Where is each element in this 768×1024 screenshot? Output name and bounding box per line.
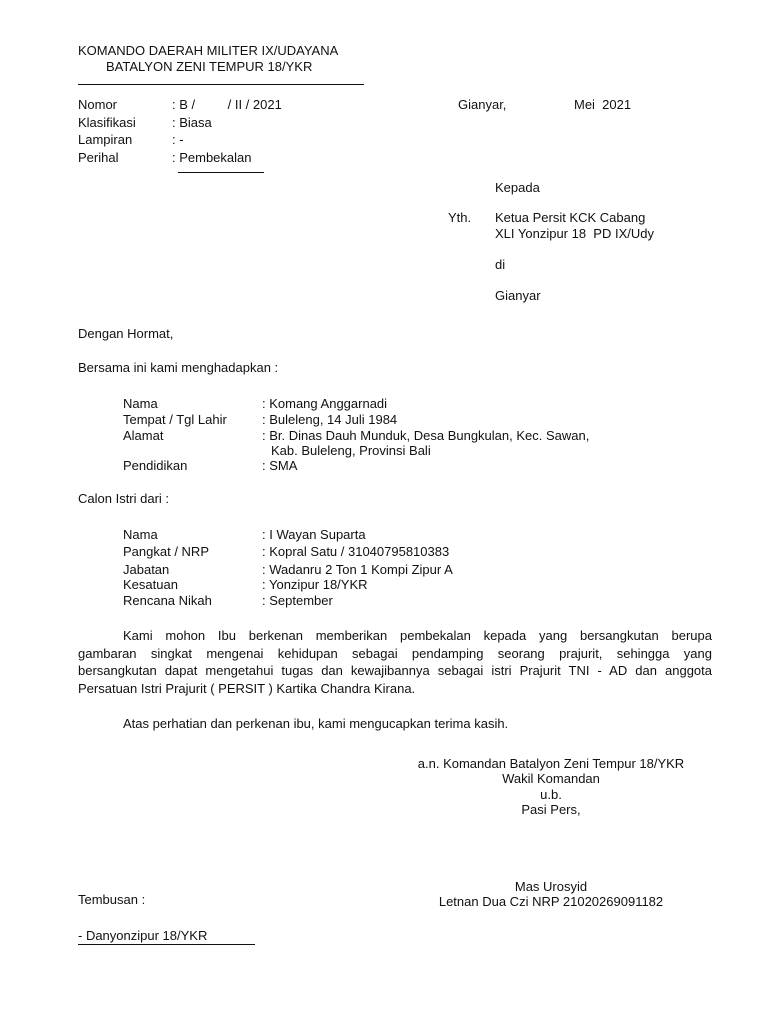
perihal-label: Perihal [78, 150, 119, 165]
tembusan-label: Tembusan : [78, 892, 146, 907]
recipient-di: di [495, 257, 506, 272]
paragraph-line: Kami mohon Ibu berkenan memberikan pembekalan kepada yang bersangkutan berupa [123, 628, 712, 643]
klasifikasi-label: Klasifikasi [78, 115, 136, 130]
soldier-jabatan-label: Jabatan [123, 562, 170, 577]
soldier-pangkat-label: Pangkat / NRP [123, 544, 209, 559]
signature-line4: Pasi Pers, [521, 802, 581, 817]
kepada: Kepada [495, 180, 540, 195]
recipient-line2: XLI Yonzipur 18 PD IX/Udy [495, 226, 654, 241]
soldier-rencana-value: : September [262, 593, 333, 608]
salutation: Dengan Hormat, [78, 326, 174, 341]
nomor-label: Nomor [78, 97, 118, 112]
lampiran-label: Lampiran [78, 132, 133, 147]
place: Gianyar, [458, 97, 507, 112]
header-underline [78, 84, 364, 85]
recipient-line1: Ketua Persit KCK Cabang [495, 210, 646, 225]
nomor-value: : B / / II / 2021 [172, 97, 282, 112]
soldier-nama-value: : I Wayan Suparta [262, 527, 366, 542]
signature-line2: Wakil Komandan [502, 771, 600, 786]
lampiran-value: : - [172, 132, 184, 147]
date: Mei 2021 [574, 97, 632, 112]
soldier-jabatan-value: : Wadanru 2 Ton 1 Kompi Zipur A [262, 562, 453, 577]
signatory-name: Mas Urosyid [514, 879, 588, 894]
signature-line1: a.n. Komandan Batalyon Zeni Tempur 18/YKR [417, 756, 685, 771]
groom-pendidikan-value: : SMA [262, 458, 298, 473]
tembusan-underline [78, 944, 255, 945]
closing: Atas perhatian dan perkenan ibu, kami mengucapkan terima kasih. [123, 716, 509, 731]
paragraph-line: gambaran singkat mengenai kehidupan sebagai pendamping seorang prajurit, sehingga yang [78, 645, 712, 661]
header-unit: KOMANDO DAERAH MILITER IX/UDAYANA [78, 43, 339, 58]
header-battalion: BATALYON ZENI TEMPUR 18/YKR [106, 59, 313, 74]
paragraph-line: bersangkutan dapat mengetahui tugas dan kewajibannya sebagai istri Prajurit TNI - AD dan anggota [78, 663, 712, 678]
perihal-underline [178, 172, 264, 173]
soldier-rencana-label: Rencana Nikah [123, 593, 212, 608]
groom-alamat-label: Alamat [123, 428, 164, 443]
soldier-pangkat-value: : Kopral Satu / 31040795810383 [262, 544, 450, 559]
recipient-city: Gianyar [495, 288, 541, 303]
groom-pendidikan-label: Pendidikan [123, 458, 188, 473]
tembusan-item: - Danyonzipur 18/YKR [78, 928, 208, 943]
groom-alamat-value1: : Br. Dinas Dauh Munduk, Desa Bungkulan, Kec. Sawan, [262, 428, 590, 443]
groom-nama-value: : Komang Anggarnadi [262, 396, 388, 411]
calon-istri: Calon Istri dari : [78, 491, 170, 506]
klasifikasi-value: : Biasa [172, 115, 212, 130]
yth: Yth. [448, 210, 472, 225]
groom-ttl-value: : Buleleng, 14 Juli 1984 [262, 412, 398, 427]
request-paragraph [78, 627, 712, 697]
perihal-value: : Pembekalan [172, 150, 252, 165]
soldier-kesatuan-label: Kesatuan [123, 577, 178, 592]
intro: Bersama ini kami menghadapkan : [78, 360, 279, 375]
groom-nama-label: Nama [123, 396, 158, 411]
signature-line3: u.b. [540, 787, 562, 802]
soldier-kesatuan-value: : Yonzipur 18/YKR [262, 577, 368, 592]
soldier-nama-label: Nama [123, 527, 158, 542]
groom-ttl-label: Tempat / Tgl Lahir [123, 412, 227, 427]
paragraph-line: Persatuan Istri Prajurit ( PERSIT ) Kartika Chandra Kirana. [78, 680, 416, 696]
groom-alamat-value2: Kab. Buleleng, Provinsi Bali [271, 443, 431, 458]
signatory-rank: Letnan Dua Czi NRP 21020269091182 [438, 894, 664, 909]
